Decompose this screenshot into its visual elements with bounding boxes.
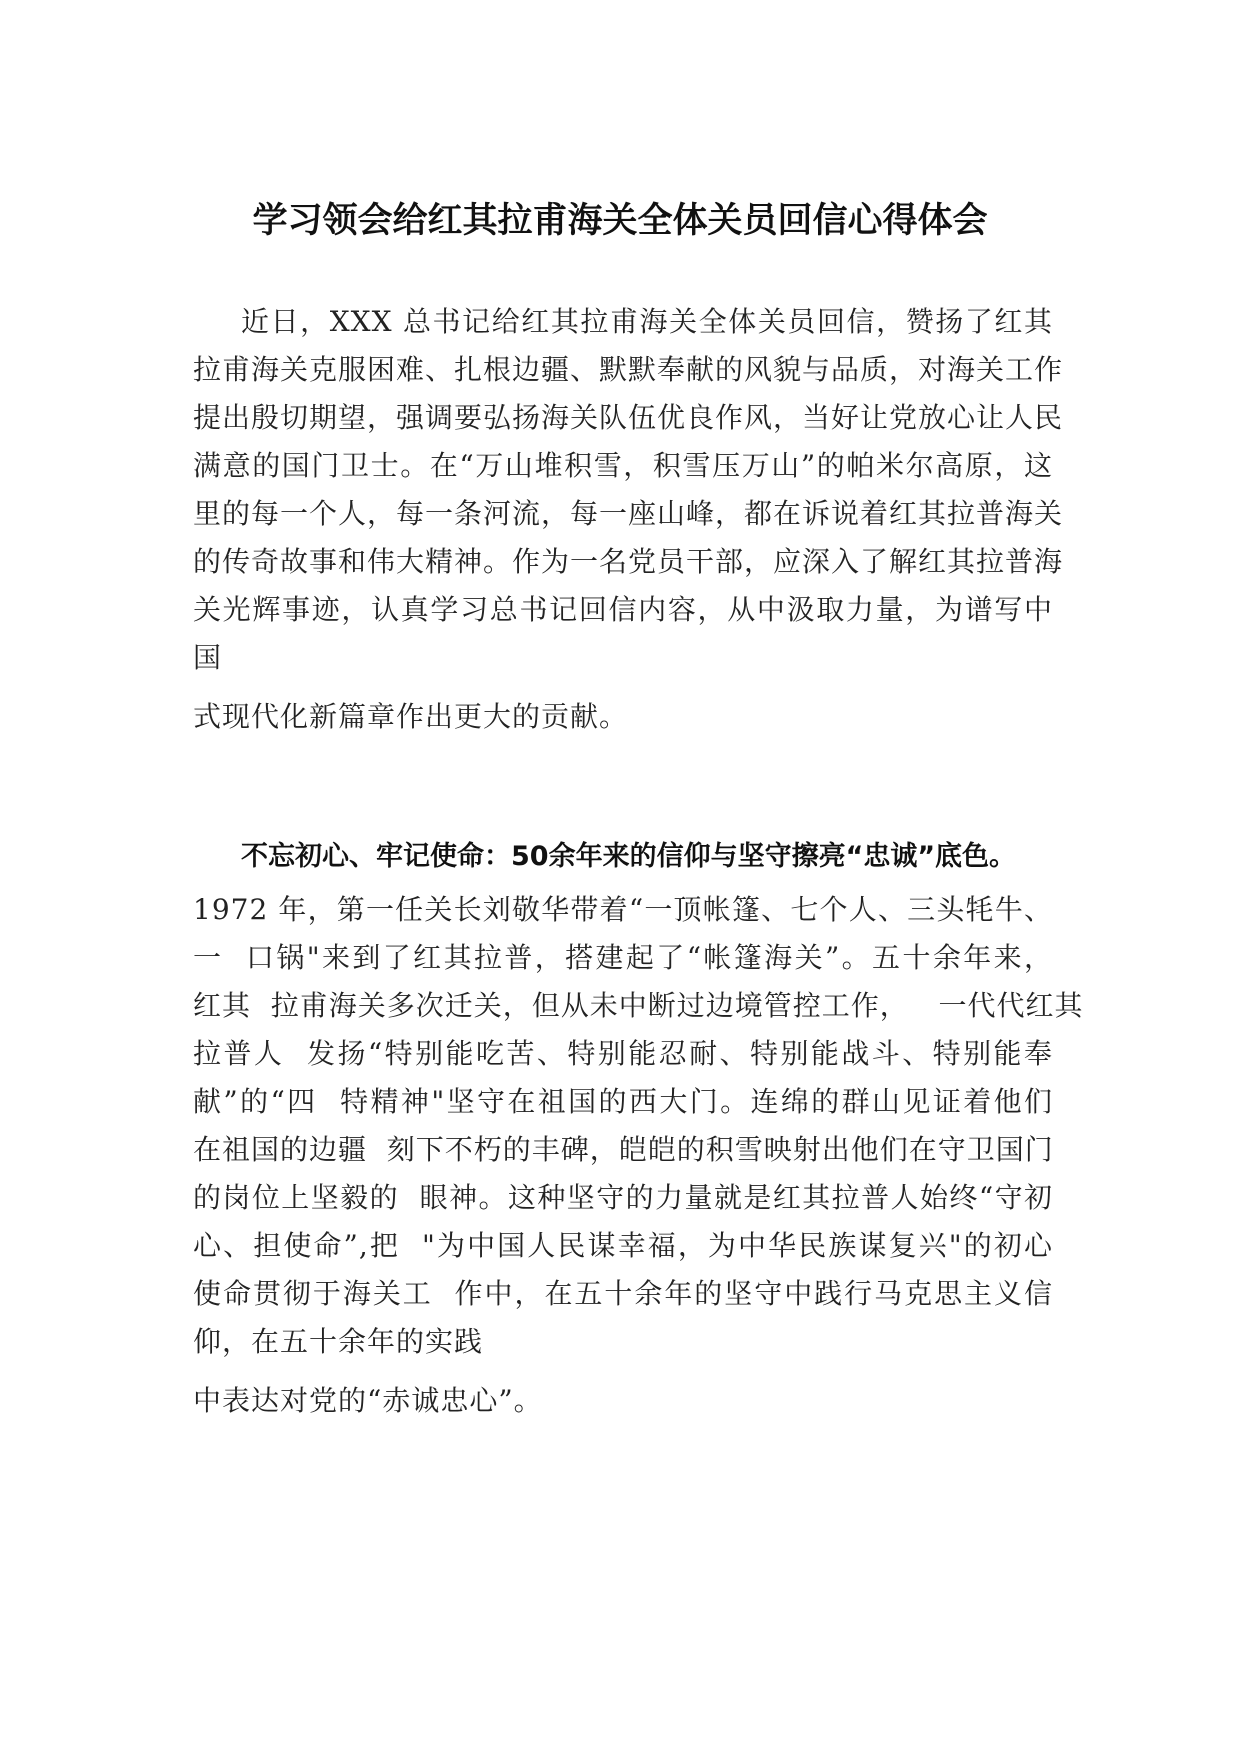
document-title: 学习领会给红其拉甫海关全体关员回信心得体会 bbox=[252, 201, 988, 241]
paragraph-1-line: 关光辉事迹，认真学习总书记回信内容，从中汲取力量，为谱写中 bbox=[193, 593, 1053, 626]
paragraph-2-line: 的岗位上坚毅的 眼神。这种坚守的力量就是红其拉普人始终“守初 bbox=[193, 1181, 1053, 1214]
paragraph-2-line: 拉普人 发扬“特别能吃苦、特别能忍耐、特别能战斗、特别能奉 bbox=[193, 1037, 1053, 1070]
paragraph-2-line: 献”的“四 特精神"坚守在祖国的西大门。连绵的群山见证着他们 bbox=[193, 1085, 1053, 1118]
paragraph-1-line: 国 bbox=[193, 641, 223, 674]
paragraph-1-line: 近日，XXX 总书记给红其拉甫海关全体关员回信，赞扬了红其 bbox=[241, 305, 1053, 338]
section-heading: 不忘初心、牢记使命：50余年来的信仰与坚守擦亮“忠诚”底色。 bbox=[241, 841, 1017, 872]
paragraph-2-line: 使命贯彻于海关工 作中，在五十余年的坚守中践行马克思主义信 bbox=[193, 1277, 1053, 1310]
paragraph-2-line: 在祖国的边疆 刻下不朽的丰碑，皑皑的积雪映射出他们在守卫国门 bbox=[193, 1133, 1054, 1166]
paragraph-2-tail: 中表达对党的“赤诚忠心”。 bbox=[193, 1384, 543, 1417]
paragraph-2-line: 1972 年，第一任关长刘敬华带着“一顶帐篷、七个人、三头牦牛、 bbox=[193, 893, 1053, 926]
paragraph-2-line: 仰，在五十余年的实践 bbox=[193, 1325, 484, 1358]
paragraph-2-line: 红其 拉甫海关多次迁关，但从未中断过边境管控工作， 一代代红其 bbox=[193, 989, 1084, 1022]
paragraph-1-line: 里的每一个人，每一条河流，每一座山峰，都在诉说着红其拉普海关 bbox=[193, 497, 1064, 530]
paragraph-1-line: 满意的国门卫士。在“万山堆积雪，积雪压万山”的帕米尔高原，这 bbox=[193, 449, 1053, 482]
paragraph-1-line: 的传奇故事和伟大精神。作为一名党员干部，应深入了解红其拉普海 bbox=[193, 545, 1064, 578]
paragraph-1-tail: 式现代化新篇章作出更大的贡献。 bbox=[193, 700, 629, 733]
paragraph-2-line: 一 口锅"来到了红其拉普，搭建起了“帐篷海关”。五十余年来， bbox=[193, 941, 1053, 974]
paragraph-2-line: 心、担使命”,把 "为中国人民谋幸福，为中华民族谋复兴"的初心 bbox=[193, 1229, 1053, 1262]
paragraph-1-line: 拉甫海关克服困难、扎根边疆、默默奉献的风貌与品质，对海关工作 bbox=[193, 353, 1064, 386]
paragraph-1-line: 提出殷切期望，强调要弘扬海关队伍优良作风，当好让党放心让人民 bbox=[193, 401, 1064, 434]
